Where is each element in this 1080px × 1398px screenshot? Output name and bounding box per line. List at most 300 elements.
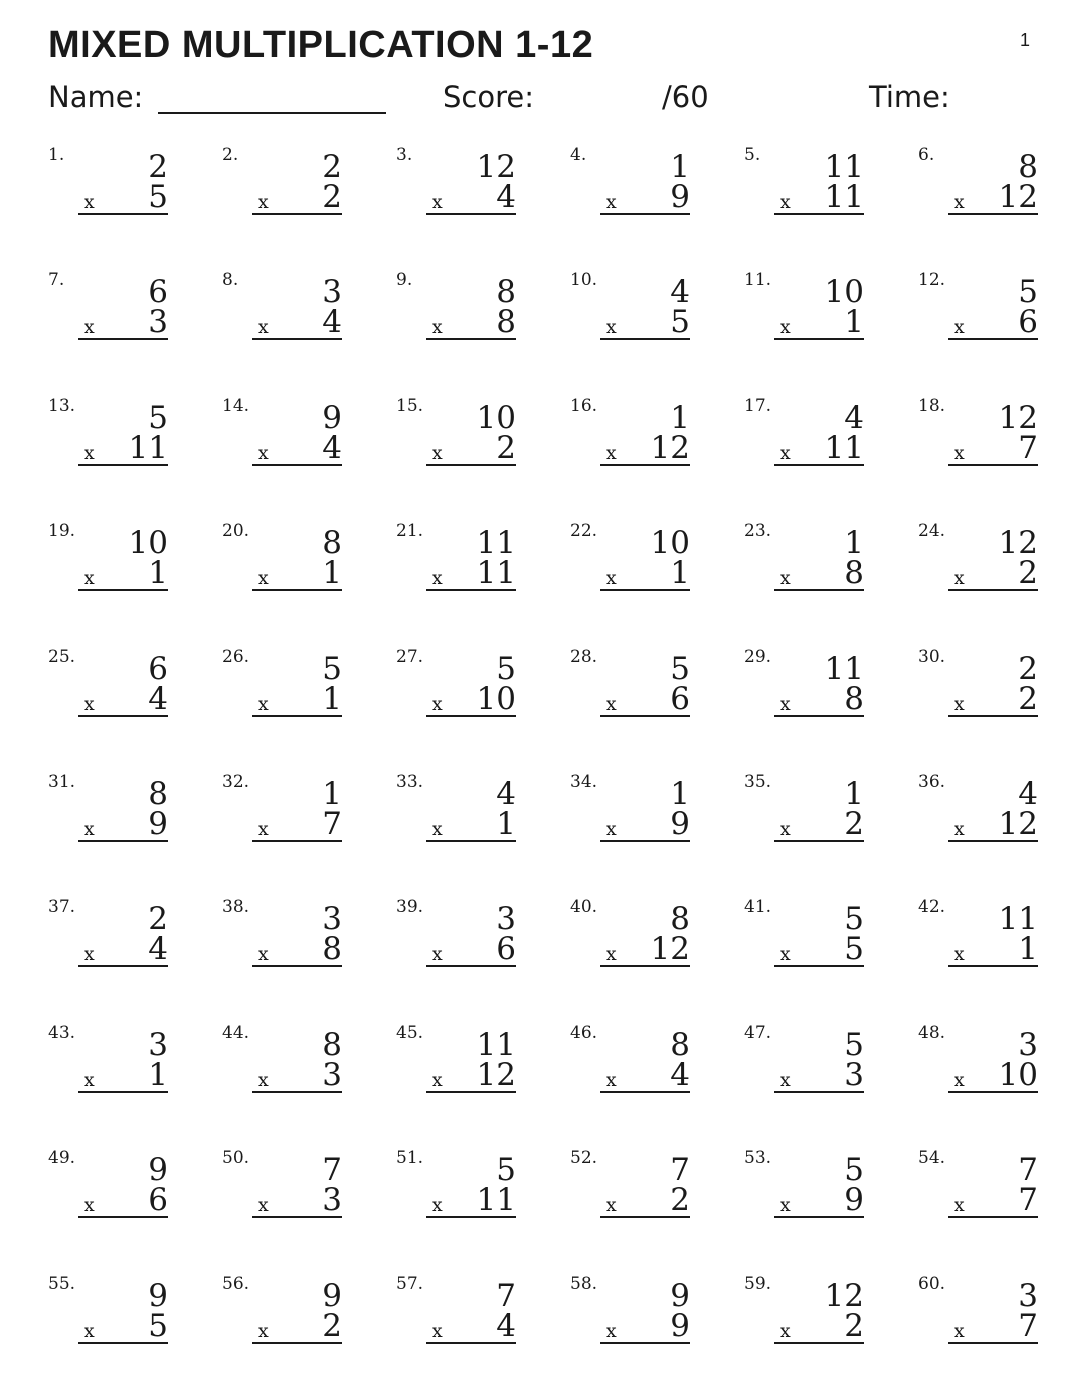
problem-top-number: 9: [148, 1152, 168, 1188]
problem-bottom-number: 4: [322, 304, 342, 340]
problem-bottom-number: 4: [322, 430, 342, 466]
multiply-sign: x: [954, 316, 965, 338]
problem-number: 10.: [570, 270, 598, 290]
multiply-sign: x: [84, 1320, 95, 1342]
problem-answer-line: [948, 1057, 1038, 1093]
multiply-sign: x: [84, 943, 95, 965]
problem-answer-line: [948, 430, 1038, 466]
problem-number: 33.: [396, 772, 424, 792]
problem-item: [222, 396, 342, 476]
problem-top-number: 8: [670, 1027, 690, 1063]
problem-bottom-number: 7: [1018, 1182, 1038, 1218]
problem-number: 12.: [918, 270, 946, 290]
problem-number: 31.: [48, 772, 76, 792]
problem-item: [396, 145, 516, 225]
problem-answer-line: [774, 555, 864, 591]
multiply-sign: x: [84, 567, 95, 589]
problem-number: 7.: [48, 270, 65, 290]
problem-answer-line: [78, 931, 168, 967]
multiply-sign: x: [258, 1194, 269, 1216]
problem-item: [744, 647, 864, 727]
problem-bottom-number: 10: [476, 681, 516, 717]
problem-item: [918, 897, 1038, 977]
problem-answer-line: [252, 806, 342, 842]
problem-top-number: 12: [998, 400, 1038, 436]
problem-item: [48, 647, 168, 727]
problem-item: [396, 647, 516, 727]
problem-item: [48, 1148, 168, 1228]
problem-item: [222, 897, 342, 977]
problem-answer-line: [78, 1057, 168, 1093]
problem-answer-line: [948, 931, 1038, 967]
problem-item: [48, 396, 168, 476]
multiply-sign: x: [432, 567, 443, 589]
problem-top-number: 9: [322, 1278, 342, 1314]
problem-item: [744, 1023, 864, 1103]
problem-top-number: 2: [148, 149, 168, 185]
problem-top-number: 8: [322, 525, 342, 561]
problem-bottom-number: 2: [844, 806, 864, 842]
multiply-sign: x: [432, 1320, 443, 1342]
problem-top-number: 2: [148, 901, 168, 937]
problem-answer-line: [600, 304, 690, 340]
problem-top-number: 7: [496, 1278, 516, 1314]
multiply-sign: x: [780, 693, 791, 715]
problem-top-number: 7: [322, 1152, 342, 1188]
problem-top-number: 6: [148, 274, 168, 310]
problem-answer-line: [774, 1057, 864, 1093]
problem-top-number: 5: [670, 651, 690, 687]
problem-answer-line: [252, 1057, 342, 1093]
problem-top-number: 2: [322, 149, 342, 185]
multiply-sign: x: [84, 442, 95, 464]
problem-top-number: 9: [670, 1278, 690, 1314]
problem-number: 58.: [570, 1274, 598, 1294]
problem-top-number: 5: [844, 901, 864, 937]
problem-bottom-number: 1: [670, 555, 690, 591]
problem-answer-line: [426, 430, 516, 466]
problem-top-number: 5: [496, 1152, 516, 1188]
multiply-sign: x: [606, 943, 617, 965]
problem-number: 47.: [744, 1023, 772, 1043]
multiply-sign: x: [432, 442, 443, 464]
problem-number: 1.: [48, 145, 65, 165]
problem-number: 19.: [48, 521, 76, 541]
problem-number: 55.: [48, 1274, 76, 1294]
multiply-sign: x: [432, 316, 443, 338]
multiply-sign: x: [258, 567, 269, 589]
multiply-sign: x: [258, 1069, 269, 1091]
problem-answer-line: [78, 555, 168, 591]
problem-answer-line: [600, 1308, 690, 1344]
problem-item: [744, 772, 864, 852]
problem-number: 60.: [918, 1274, 946, 1294]
problem-item: [744, 1148, 864, 1228]
problem-bottom-number: 1: [844, 304, 864, 340]
problem-item: [570, 897, 690, 977]
problem-number: 45.: [396, 1023, 424, 1043]
problem-item: [918, 270, 1038, 350]
multiply-sign: x: [954, 693, 965, 715]
problem-item: [48, 1023, 168, 1103]
problem-top-number: 9: [322, 400, 342, 436]
problem-number: 21.: [396, 521, 424, 541]
problem-bottom-number: 1: [1018, 931, 1038, 967]
problem-answer-line: [948, 179, 1038, 215]
problem-answer-line: [600, 430, 690, 466]
problem-top-number: 10: [128, 525, 168, 561]
problem-bottom-number: 5: [148, 1308, 168, 1344]
problem-bottom-number: 3: [322, 1182, 342, 1218]
problem-top-number: 3: [1018, 1027, 1038, 1063]
problem-bottom-number: 2: [322, 1308, 342, 1344]
problem-number: 15.: [396, 396, 424, 416]
multiply-sign: x: [954, 943, 965, 965]
problem-top-number: 11: [824, 149, 864, 185]
multiply-sign: x: [432, 1194, 443, 1216]
problem-bottom-number: 12: [650, 430, 690, 466]
problem-item: [570, 1148, 690, 1228]
problem-top-number: 8: [496, 274, 516, 310]
problem-number: 28.: [570, 647, 598, 667]
problem-number: 56.: [222, 1274, 250, 1294]
problem-bottom-number: 4: [670, 1057, 690, 1093]
problem-top-number: 12: [998, 525, 1038, 561]
problem-item: [222, 1274, 342, 1354]
problem-bottom-number: 7: [322, 806, 342, 842]
problem-bottom-number: 1: [148, 555, 168, 591]
problem-number: 16.: [570, 396, 598, 416]
problem-top-number: 7: [670, 1152, 690, 1188]
multiply-sign: x: [954, 1194, 965, 1216]
problem-number: 11.: [744, 270, 772, 290]
problem-answer-line: [774, 430, 864, 466]
problem-bottom-number: 9: [148, 806, 168, 842]
problem-top-number: 1: [670, 149, 690, 185]
problem-answer-line: [600, 1182, 690, 1218]
problem-item: [222, 145, 342, 225]
problem-number: 53.: [744, 1148, 772, 1168]
problem-top-number: 3: [322, 274, 342, 310]
problem-answer-line: [426, 931, 516, 967]
problem-item: [396, 1023, 516, 1103]
problem-item: [744, 145, 864, 225]
problem-answer-line: [948, 681, 1038, 717]
problem-number: 43.: [48, 1023, 76, 1043]
problem-bottom-number: 5: [670, 304, 690, 340]
problem-top-number: 5: [1018, 274, 1038, 310]
problem-item: [222, 772, 342, 852]
problem-answer-line: [78, 1308, 168, 1344]
multiply-sign: x: [432, 191, 443, 213]
problem-top-number: 10: [824, 274, 864, 310]
multiply-sign: x: [84, 1069, 95, 1091]
worksheet-title: MIXED MULTIPLICATION 1-12: [48, 24, 594, 66]
multiply-sign: x: [258, 191, 269, 213]
problem-bottom-number: 3: [322, 1057, 342, 1093]
problem-item: [222, 1023, 342, 1103]
problem-top-number: 2: [1018, 651, 1038, 687]
multiply-sign: x: [258, 693, 269, 715]
problem-top-number: 4: [844, 400, 864, 436]
problem-bottom-number: 4: [496, 179, 516, 215]
multiply-sign: x: [954, 818, 965, 840]
page-number: 1: [1020, 30, 1031, 50]
multiply-sign: x: [954, 567, 965, 589]
name-blank-line[interactable]: [158, 112, 386, 114]
problem-item: [222, 1148, 342, 1228]
multiply-sign: x: [780, 1194, 791, 1216]
problem-answer-line: [774, 1182, 864, 1218]
problem-top-number: 8: [670, 901, 690, 937]
problem-item: [918, 1023, 1038, 1103]
problem-number: 14.: [222, 396, 250, 416]
problem-answer-line: [78, 1182, 168, 1218]
multiply-sign: x: [606, 1320, 617, 1342]
problem-top-number: 6: [148, 651, 168, 687]
problem-item: [570, 1274, 690, 1354]
problem-number: 34.: [570, 772, 598, 792]
problem-number: 44.: [222, 1023, 250, 1043]
multiply-sign: x: [606, 818, 617, 840]
problem-item: [744, 396, 864, 476]
multiply-sign: x: [606, 567, 617, 589]
problem-bottom-number: 7: [1018, 430, 1038, 466]
problem-answer-line: [78, 304, 168, 340]
problem-number: 2.: [222, 145, 239, 165]
multiply-sign: x: [258, 1320, 269, 1342]
multiply-sign: x: [84, 818, 95, 840]
problem-top-number: 4: [670, 274, 690, 310]
problem-answer-line: [78, 179, 168, 215]
problem-bottom-number: 1: [496, 806, 516, 842]
problem-bottom-number: 11: [476, 1182, 516, 1218]
problem-item: [744, 521, 864, 601]
problem-top-number: 4: [496, 776, 516, 812]
problem-bottom-number: 8: [844, 555, 864, 591]
problem-answer-line: [426, 1308, 516, 1344]
multiply-sign: x: [258, 442, 269, 464]
multiply-sign: x: [84, 1194, 95, 1216]
problem-number: 3.: [396, 145, 413, 165]
multiply-sign: x: [606, 442, 617, 464]
multiply-sign: x: [432, 943, 443, 965]
problem-top-number: 1: [844, 776, 864, 812]
problem-number: 20.: [222, 521, 250, 541]
problem-top-number: 7: [1018, 1152, 1038, 1188]
problem-item: [570, 145, 690, 225]
problem-bottom-number: 8: [844, 681, 864, 717]
problem-top-number: 4: [1018, 776, 1038, 812]
multiply-sign: x: [606, 191, 617, 213]
problem-item: [48, 1274, 168, 1354]
problem-item: [396, 897, 516, 977]
problem-answer-line: [252, 555, 342, 591]
problem-answer-line: [78, 681, 168, 717]
problem-number: 59.: [744, 1274, 772, 1294]
problem-item: [570, 1023, 690, 1103]
problem-answer-line: [600, 555, 690, 591]
problem-top-number: 9: [148, 1278, 168, 1314]
problem-answer-line: [78, 430, 168, 466]
problem-bottom-number: 1: [322, 555, 342, 591]
problem-top-number: 3: [148, 1027, 168, 1063]
problem-top-number: 10: [476, 400, 516, 436]
problem-bottom-number: 8: [496, 304, 516, 340]
problem-item: [570, 270, 690, 350]
problem-bottom-number: 9: [670, 179, 690, 215]
problem-item: [570, 521, 690, 601]
problem-answer-line: [948, 304, 1038, 340]
problem-bottom-number: 10: [998, 1057, 1038, 1093]
problem-bottom-number: 6: [496, 931, 516, 967]
multiply-sign: x: [954, 1069, 965, 1091]
multiply-sign: x: [258, 818, 269, 840]
problem-bottom-number: 11: [476, 555, 516, 591]
problem-answer-line: [948, 806, 1038, 842]
problem-answer-line: [78, 806, 168, 842]
problem-top-number: 1: [844, 525, 864, 561]
problem-bottom-number: 6: [148, 1182, 168, 1218]
problem-bottom-number: 3: [148, 304, 168, 340]
problem-bottom-number: 9: [670, 806, 690, 842]
problem-number: 36.: [918, 772, 946, 792]
problem-answer-line: [948, 1308, 1038, 1344]
problem-top-number: 3: [322, 901, 342, 937]
problem-bottom-number: 4: [148, 681, 168, 717]
problem-bottom-number: 6: [670, 681, 690, 717]
problem-bottom-number: 12: [476, 1057, 516, 1093]
problem-answer-line: [426, 304, 516, 340]
problem-top-number: 12: [476, 149, 516, 185]
problem-top-number: 10: [650, 525, 690, 561]
problem-bottom-number: 2: [1018, 555, 1038, 591]
problem-number: 24.: [918, 521, 946, 541]
score-label: Score:: [443, 80, 534, 114]
problem-item: [570, 647, 690, 727]
problem-item: [570, 396, 690, 476]
multiply-sign: x: [258, 943, 269, 965]
problem-item: [222, 647, 342, 727]
problem-bottom-number: 2: [844, 1308, 864, 1344]
problem-bottom-number: 2: [496, 430, 516, 466]
problem-top-number: 1: [322, 776, 342, 812]
problem-top-number: 5: [496, 651, 516, 687]
problem-answer-line: [774, 681, 864, 717]
problem-item: [396, 521, 516, 601]
problem-item: [918, 521, 1038, 601]
problem-item: [48, 145, 168, 225]
problem-top-number: 3: [496, 901, 516, 937]
problem-answer-line: [252, 931, 342, 967]
multiply-sign: x: [780, 818, 791, 840]
problem-answer-line: [600, 1057, 690, 1093]
multiply-sign: x: [84, 191, 95, 213]
problem-number: 41.: [744, 897, 772, 917]
problem-top-number: 11: [824, 651, 864, 687]
problem-item: [48, 897, 168, 977]
problem-bottom-number: 11: [824, 179, 864, 215]
problem-top-number: 11: [476, 525, 516, 561]
problem-bottom-number: 11: [824, 430, 864, 466]
multiply-sign: x: [606, 316, 617, 338]
problem-answer-line: [426, 806, 516, 842]
problem-bottom-number: 8: [322, 931, 342, 967]
problem-number: 37.: [48, 897, 76, 917]
problem-item: [918, 145, 1038, 225]
problem-answer-line: [252, 1308, 342, 1344]
problem-top-number: 1: [670, 776, 690, 812]
problem-number: 27.: [396, 647, 424, 667]
problem-number: 52.: [570, 1148, 598, 1168]
problem-number: 5.: [744, 145, 761, 165]
multiply-sign: x: [606, 1194, 617, 1216]
problem-number: 4.: [570, 145, 587, 165]
problem-bottom-number: 12: [650, 931, 690, 967]
problem-number: 51.: [396, 1148, 424, 1168]
problem-answer-line: [600, 179, 690, 215]
problem-item: [396, 270, 516, 350]
problem-answer-line: [426, 1182, 516, 1218]
problem-top-number: 11: [476, 1027, 516, 1063]
multiply-sign: x: [780, 316, 791, 338]
problem-number: 57.: [396, 1274, 424, 1294]
multiply-sign: x: [780, 1069, 791, 1091]
problem-bottom-number: 9: [844, 1182, 864, 1218]
problem-answer-line: [774, 806, 864, 842]
name-label: Name:: [48, 80, 144, 114]
problem-top-number: 8: [322, 1027, 342, 1063]
multiply-sign: x: [84, 693, 95, 715]
problem-number: 50.: [222, 1148, 250, 1168]
problem-answer-line: [600, 806, 690, 842]
problem-bottom-number: 6: [1018, 304, 1038, 340]
multiply-sign: x: [780, 1320, 791, 1342]
problem-answer-line: [252, 179, 342, 215]
multiply-sign: x: [954, 442, 965, 464]
problem-item: [744, 270, 864, 350]
problem-number: 18.: [918, 396, 946, 416]
problem-number: 46.: [570, 1023, 598, 1043]
problem-bottom-number: 2: [322, 179, 342, 215]
problem-answer-line: [252, 1182, 342, 1218]
problem-answer-line: [774, 304, 864, 340]
problem-number: 40.: [570, 897, 598, 917]
problem-top-number: 12: [824, 1278, 864, 1314]
problem-item: [48, 270, 168, 350]
problem-number: 22.: [570, 521, 598, 541]
problem-number: 25.: [48, 647, 76, 667]
problem-item: [918, 396, 1038, 476]
problem-bottom-number: 3: [844, 1057, 864, 1093]
problem-item: [396, 396, 516, 476]
multiply-sign: x: [780, 191, 791, 213]
problem-answer-line: [774, 931, 864, 967]
problem-number: 6.: [918, 145, 935, 165]
multiply-sign: x: [84, 316, 95, 338]
problem-item: [918, 647, 1038, 727]
problem-bottom-number: 12: [998, 179, 1038, 215]
problem-bottom-number: 5: [844, 931, 864, 967]
problem-answer-line: [252, 430, 342, 466]
problem-answer-line: [774, 179, 864, 215]
score-total: /60: [662, 80, 709, 114]
problem-answer-line: [600, 681, 690, 717]
problem-top-number: 11: [998, 901, 1038, 937]
problem-answer-line: [426, 555, 516, 591]
problem-bottom-number: 1: [148, 1057, 168, 1093]
problem-number: 39.: [396, 897, 424, 917]
